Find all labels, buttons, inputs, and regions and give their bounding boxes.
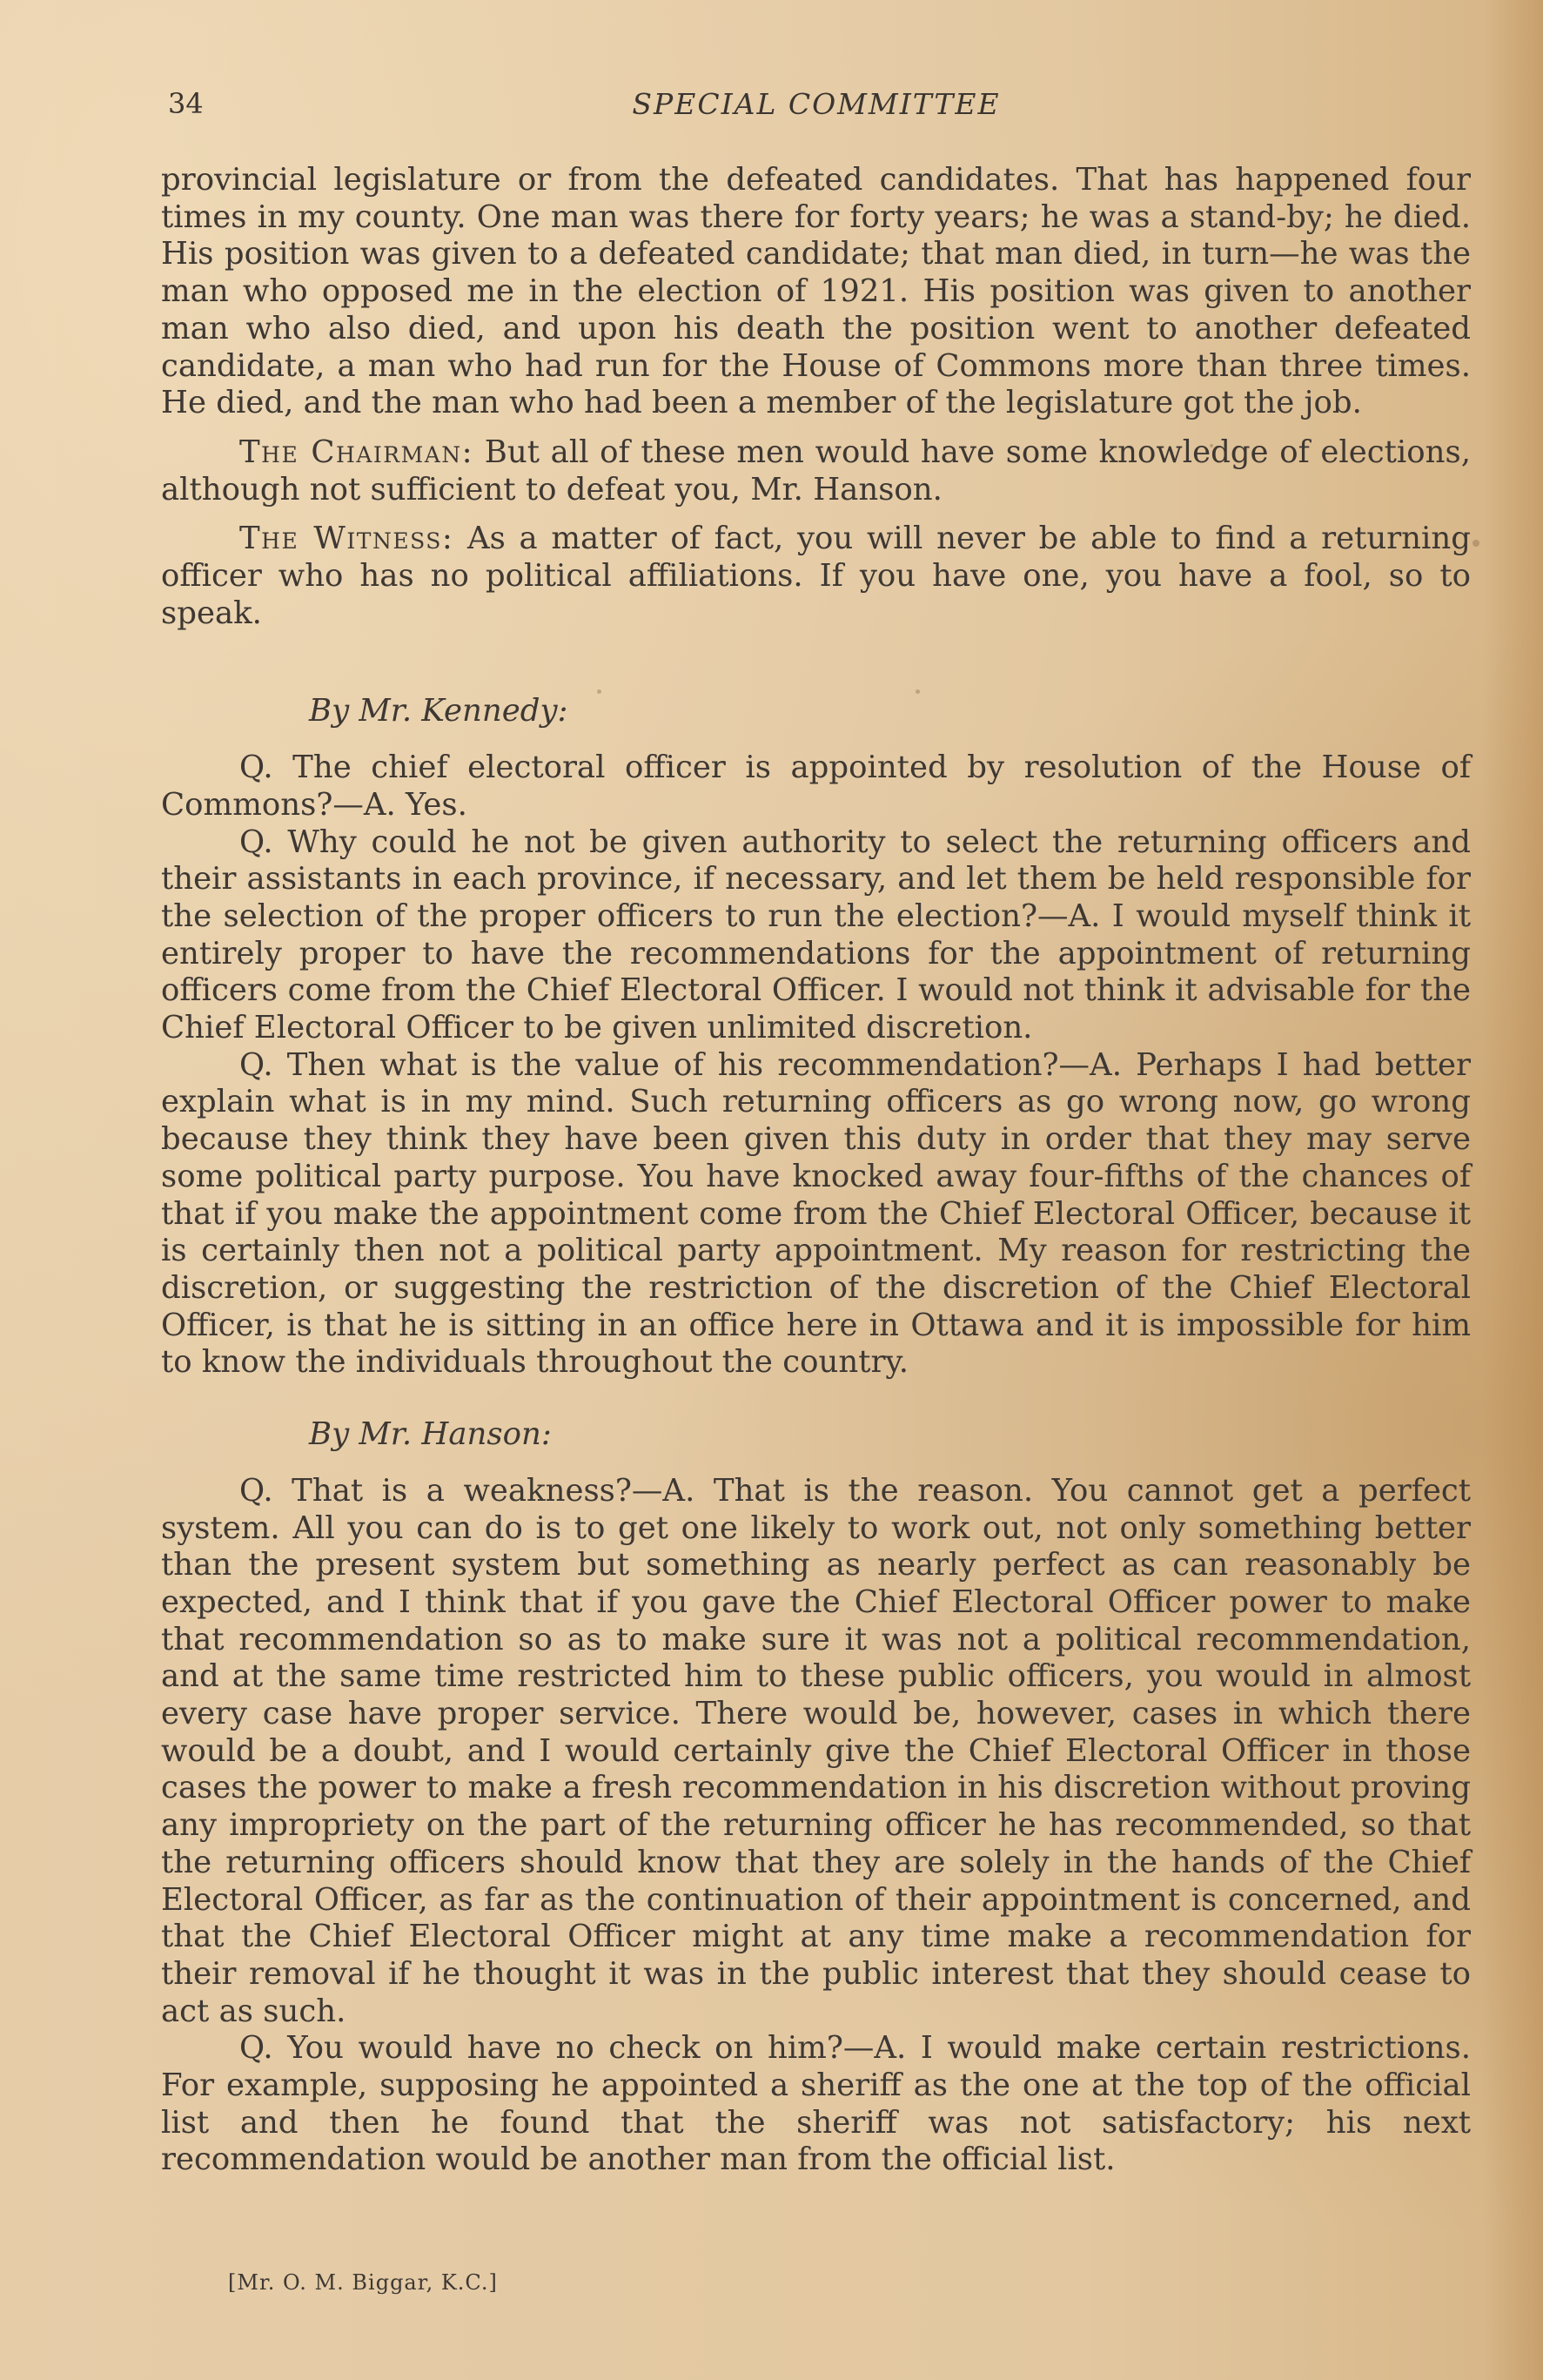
paragraph-continuation: provincial legislature or from the defeated candidates. That has happened four times in my county. One man was there for forty years; he was a stand-by; he died. His position was given to a defeated candidate; that man died, in turn—he was the man who opposed me in the election of 1921. His position was given to another man who also died, and upon his death the position went to another defeated candidate, a man who had run for the House of Commons more than three times. He died, and the man who had been a member of the legislature got the job. [161,162,1471,421]
running-head [168,87,1465,125]
paragraph-witness [161,521,1471,632]
paper-spot [1473,540,1479,547]
page-number: 34 [168,87,204,120]
question-answer-1: Q. The chief electoral officer is appointed by resolution of the House of Commons?—A. Yes. [161,750,1471,823]
running-title: SPECIAL COMMITTEE [632,87,1001,121]
speaker-chairman: The Chairman: [239,434,474,470]
question-answer-5: Q. You would have no check on him?—A. I would make certain restrictions. For example, supposing he appointed a sheriff as the one at the top of the official list and then he found that the sheriff was not satisfactory; his next recommendation would be another man from the official list. [161,2030,1471,2178]
paper-spot [597,689,601,694]
byline-kennedy: By Mr. Kennedy: [309,693,568,729]
body-text [161,162,1471,2179]
chairman-remark: But all of these men would have some knowledge of elections, although not sufficient to defeat you, Mr. Hanson. [161,434,1472,508]
question-answer-4: Q. That is a weakness?—A. That is the reason. You cannot get a perfect system. All you can do is to get one likely to work out, not only something better than the present system but something as nearly perfect as can reasonably be expected, and I think that if you gave the Chief Electoral Officer power to make that recommendation so as to make sure it was not a political recommendation, and at the same time restricted him to these public officers, you would in almost every case have proper service. There would be, however, cases in which there would be a doubt, and I would certainly give the Chief Electoral Officer in those cases the power to make a fresh recommendation in his discretion without proving any impropriety on the part of the returning officer he has recommended, so that the returning officers should know that they are solely in the hands of the Chief Electoral Officer, as far as the continuation of their appointment is concerned, and that the Chief Electoral Officer might at any time make a recommendation for their removal if he thought it was in the public interest that they should cease to act as such. [161,1472,1471,2029]
speaker-witness: The Witness: [239,521,454,557]
paper-spot [916,689,920,694]
question-answer-2: Q. Why could he not be given authority to select the returning officers and their assistants in each province, if necessary, and let them be held responsible for the selection of the proper officers to run the election?—A. I would myself think it entirely proper to have the recommendations for the appointment of returning officers come from the Chief Electoral Officer. I would not think it advisable for the Chief Electoral Officer to be given unlimited discretion. [161,824,1471,1046]
question-answer-3: Q. Then what is the value of his recommendation?—A. Perhaps I had better explain what is in my mind. Such returning officers as go wrong now, go wrong because they think they have been given this duty in order that they may serve some political party purpose. You have knocked away four-fifths of the chances of that if you make the appointment come from the Chief Electoral Officer, because it is certainly then not a political party appointment. My reason for restricting the discretion, or suggesting the restriction of the discretion of the Chief Electoral Officer, is that he is sitting in an office here in Ottawa and it is impossible for him to know the individuals throughout the country. [161,1046,1471,1381]
paragraph-chairman [161,434,1471,508]
speaker-reference: [Mr. O. M. Biggar, K.C.] [228,2270,498,2295]
paper-spot [1210,444,1213,447]
byline-hanson: By Mr. Hanson: [309,1416,552,1453]
witness-remark: As a matter of fact, you will never be able to find a returning officer who has no political affiliations. If you have one, you have a fool, so to speak. [161,521,1471,631]
